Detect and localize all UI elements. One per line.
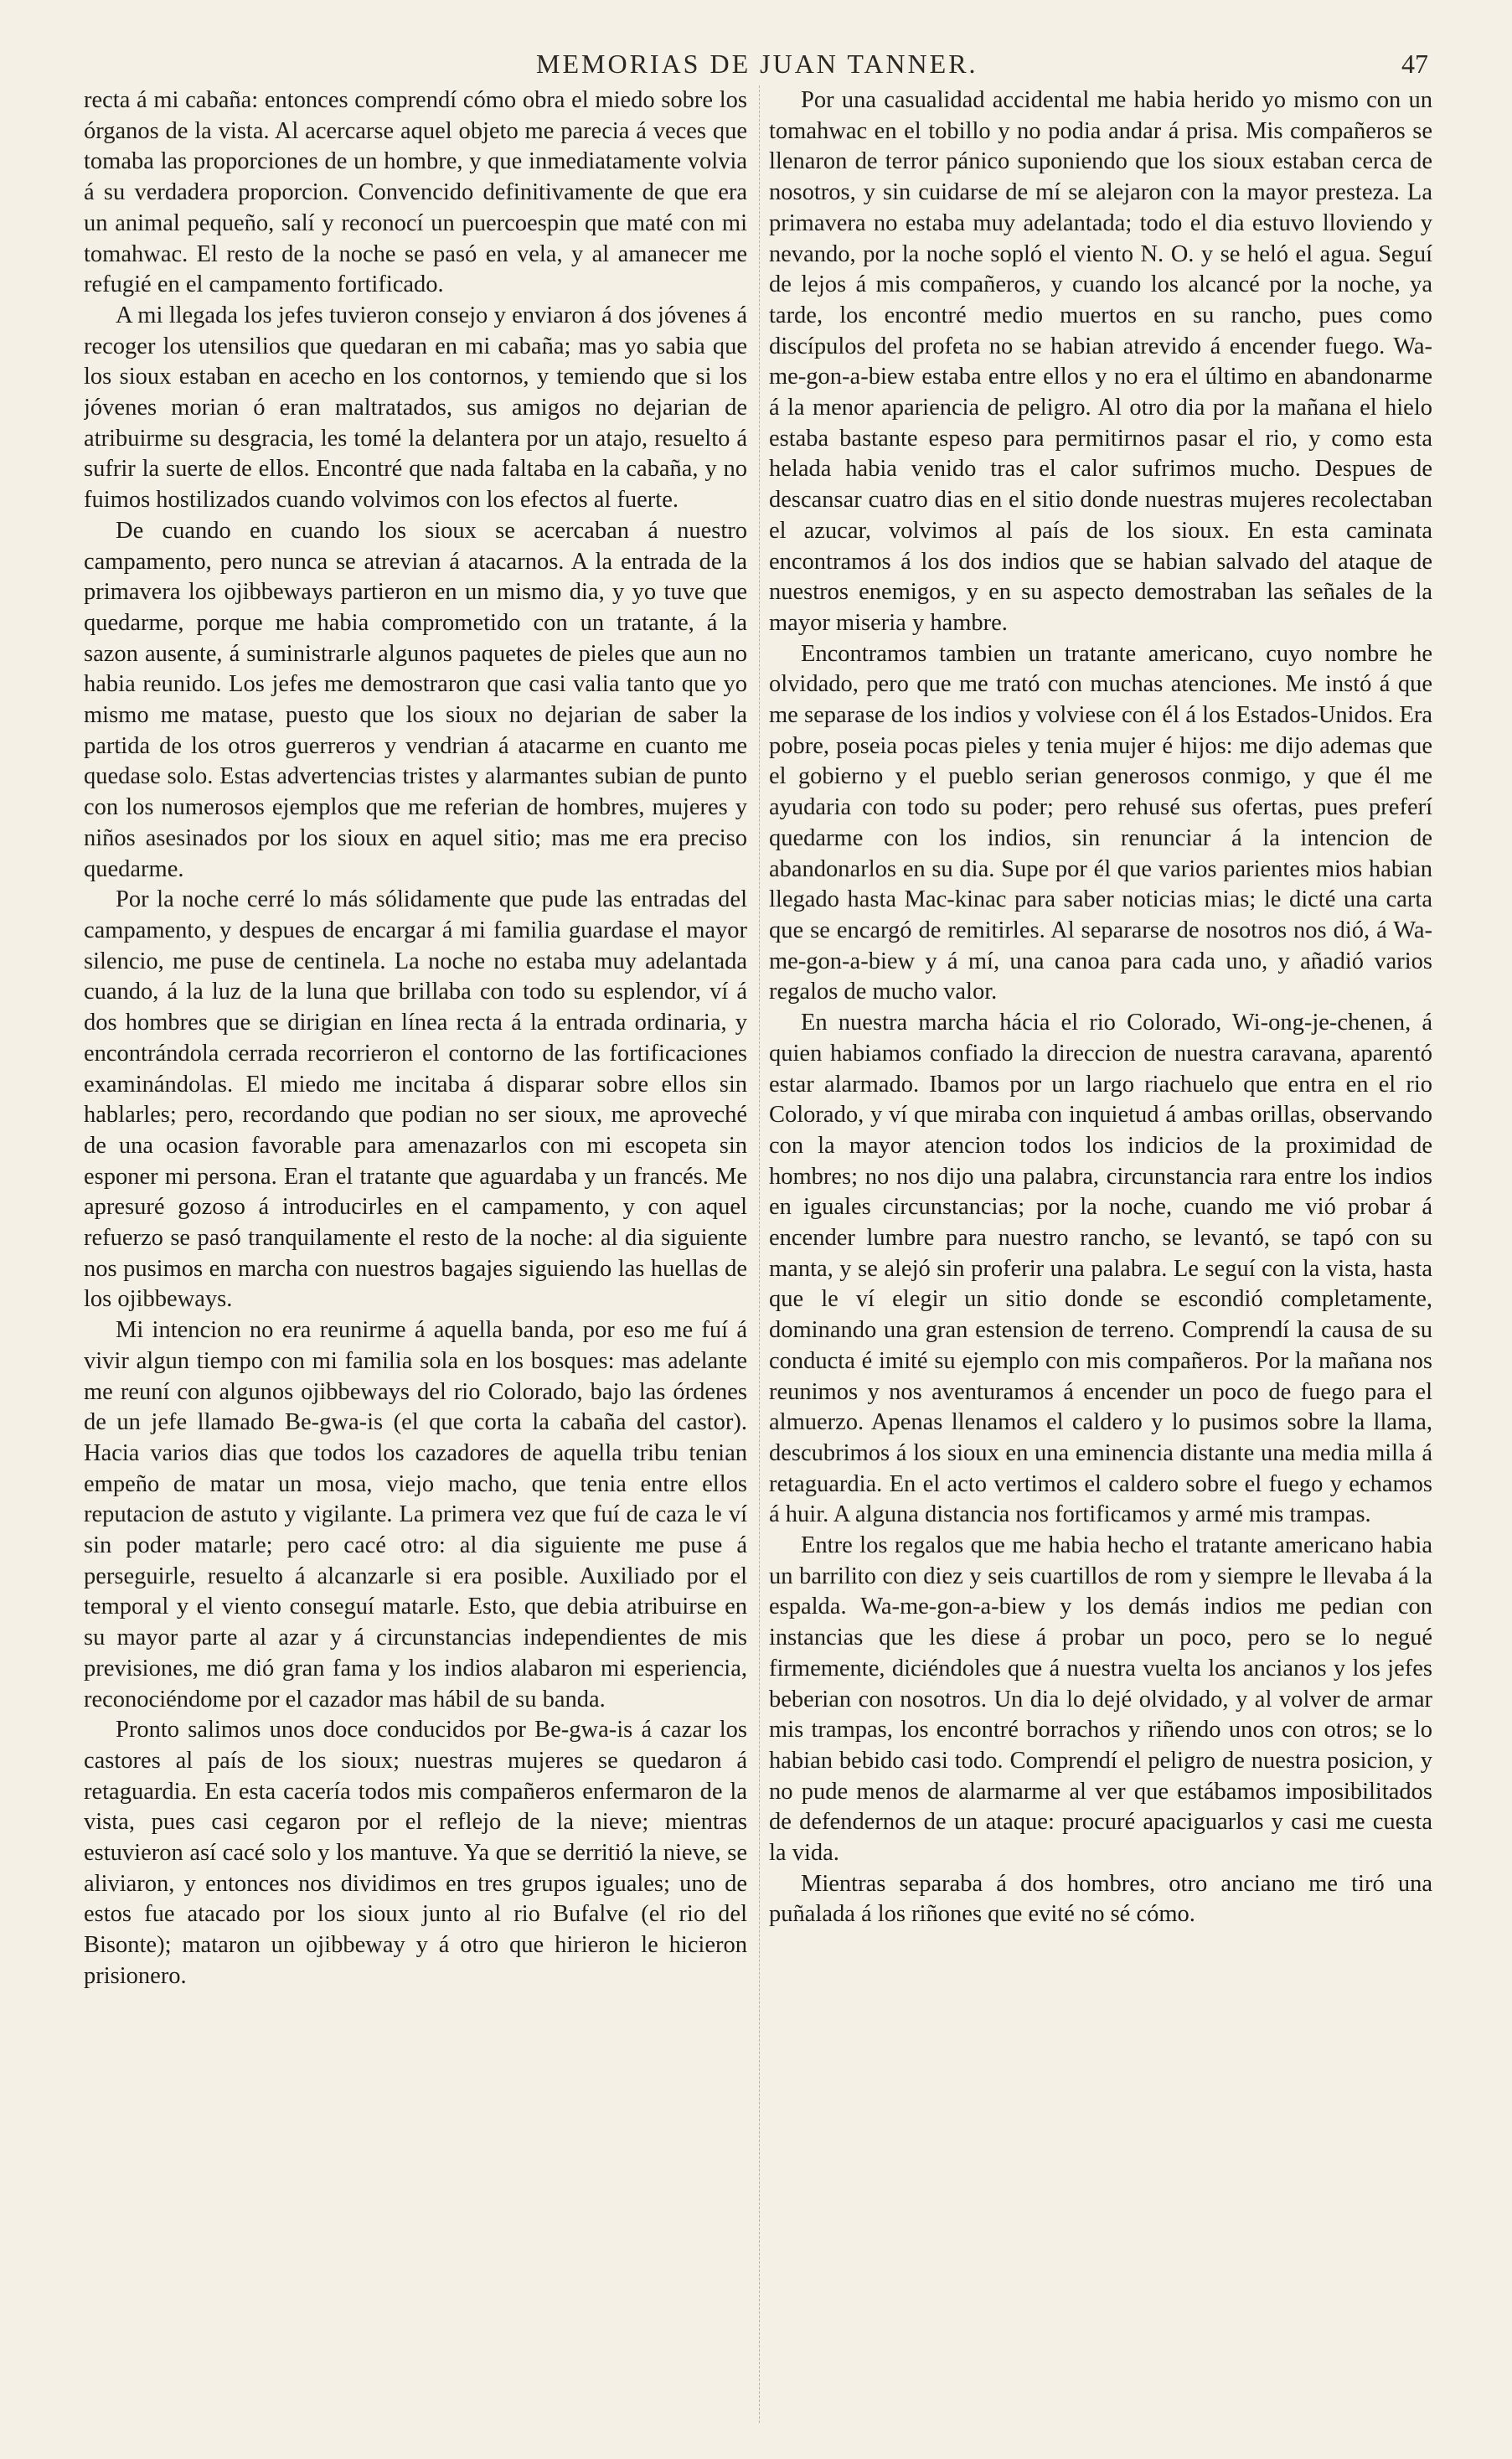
paragraph: Por una casualidad accidental me habia herido yo mismo con un tomahwac en el tobillo y no podia andar á prisa. Mis compañeros se llenaron de terror pánico suponiendo que los sioux estaban cerca de nosotros, y sin cuidarse de mí se alejaron con la mayor presteza. La primavera no estaba muy adelantada; todo el dia estuvo lloviendo y nevando, por la noche sopló el viento N. O. y se heló el agua. Seguí de lejos á mis compañeros, y cuando los alcancé por la noche, ya tarde, los encontré medio muertos en su rancho, pues como discípulos del profeta no se habian atrevido á encender fuego. Wa-me-gon-a-biew estaba entre ellos y no era el último en abandonarme á la menor apariencia de peligro. Al otro dia por la mañana el hielo estaba bastante espeso para permitirnos pasar el rio, y como esta helada habia venido tras el calor sufrimos mucho. Despues de descansar cuatro dias en el sitio donde nuestras mujeres recolectaban el azucar, volvimos al país de los sioux. En esta caminata encontramos á los dos indios que se habian salvado del ataque de nuestros enemigos, y en su aspecto demostraban las señales de la mayor miseria y hambre.: [769, 87, 1432, 636]
paragraph: A mi llegada los jefes tuvieron consejo y enviaron á dos jóvenes á recoger los utensilios que quedaran en mi cabaña; mas yo sabia que los sioux estaban en acecho en los contornos, y temiendo que si los jóvenes morian ó eran maltratados, sus amigos no dejarian de atribuirme su desgracia, les tomé la delantera por un atajo, resuelto á sufrir la suerte de ellos. Encontré que nada faltaba en la cabaña, y no fuimos hostilizados cuando volvimos con los efectos al fuerte.: [84, 302, 747, 514]
running-title: MEMORIAS DE JUAN TANNER.: [536, 49, 978, 79]
paragraph: Entre los regalos que me habia hecho el tratante americano habia un barrilito con diez y seis cuartillos de rom y siempre le llevaba á la espalda. Wa-me-gon-a-biew y los demás indios me pedian con instancias que les diese á probar un poco, pero se lo negué firmemente, diciéndoles que á nuestra vuelta los ancianos y los jefes beberian con nosotros. Un dia lo dejé olvidado, y al volver de armar mis trampas, los encontré borrachos y riñendo unos con otros; se lo habian bebido casi todo. Comprendí el peligro de nuestra posicion, y no pude menos de alarmarme al ver que estábamos imposibilitados de defendernos de un ataque: procuré apaciguarlos y casi me cuesta la vida.: [769, 1532, 1432, 1867]
paragraph: Mi intencion no era reunirme á aquella banda, por eso me fuí á vivir algun tiempo con mi familia sola en los bosques: mas adelante me reuní con algunos ojibbeways del rio Colorado, bajo las órdenes de un jefe llamado Be-gwa-is (el que corta la cabaña del castor). Hacia varios dias que todos los cazadores de aquella tribu tenian empeño de matar un mosa, viejo macho, que tenia entre ellos reputacion de astuto y vigilante. La primera vez que fuí de caza le ví sin poder matarle; pero cacé otro: al dia siguiente me puse á perseguirle, resuelto á alcanzarle si era posible. Auxiliado por el temporal y el viento conseguí matarle. Esto, que debia atribuirse en su mayor parte al azar y á circunstancias independientes de mis previsiones, me dió gran fama y los indios alabaron mi esperiencia, reconociéndome por el cazador mas hábil de su banda.: [84, 1317, 747, 1713]
page-number: 47: [1401, 49, 1428, 79]
paragraph: Mientras separaba á dos hombres, otro anciano me tiró una puñalada á los riñones que evité no sé cómo.: [769, 1870, 1432, 1928]
page-header: [0, 49, 1512, 82]
paragraph: Encontramos tambien un tratante americano, cuyo nombre he olvidado, pero que me trató con muchas atenciones. Me instó á que me separase de los indios y volviese con él á los Estados-Unidos. Era pobre, poseia pocas pieles y tenia mujer é hijos: me dijo ademas que el gobierno y el pueblo serian generosos conmigo, y que él me ayudaria con todo su poder; pero rehusé sus ofertas, pues preferí quedarme con los indios, sin renunciar á la intencion de abandonarlos en su dia. Supe por él que varios parientes mios habian llegado hasta Mac-kinac para saber noticias mias; le dicté una carta que se encargó de remitirles. Al separarse de nosotros nos dió, á Wa-me-gon-a-biew y á mí, una canoa para cada uno, y añadió varios regalos de mucho valor.: [769, 640, 1432, 1005]
column-divider: [759, 85, 761, 2423]
paragraph: Por la noche cerré lo más sólidamente que pude las entradas del campamento, y despues de encargar á mi familia guardase el mayor silencio, me puse de centinela. La noche no estaba muy adelantada cuando, á la luz de la luna que brillaba con todo su esplendor, ví á dos hombres que se dirigian en línea recta á la entrada ordinaria, y encontrándola cerrada recorrieron el contorno de las fortificaciones examinándolas. El miedo me incitaba á disparar sobre ellos sin hablarles; pero, recordando que podian no ser sioux, me aproveché de una ocasion favorable para amenazarlos con mi escopeta sin esponer mi persona. Eran el tratante que aguardaba y un francés. Me apresuré gozoso á introducirles en el campamento, y con aquel refuerzo se pasó tranquilamente el resto de la noche: al dia siguiente nos pusimos en marcha con nuestros bagajes siguiendo las huellas de los ojibbeways.: [84, 886, 747, 1313]
left-column: [84, 85, 747, 2431]
paragraph: De cuando en cuando los sioux se acercaban á nuestro campamento, pero nunca se atrevian á atacarnos. A la entrada de la primavera los ojibbeways partieron en un mismo dia, y yo tuve que quedarme, porque me habia comprometido con un tratante, á la sazon ausente, á suministrarle algunos paquetes de pieles que aun no habia reunido. Los jefes me demostraron que casi valia tanto que yo mismo me matase, puesto que los sioux no dejarian de saber la partida de los otros guerreros y vendrian á atacarme en cuanto me quedase solo. Estas advertencias tristes y alarmantes subian de punto con los numerosos ejemplos que me referian de hombres, mujeres y niños asesinados por los sioux en aquel sitio; mas me era preciso quedarme.: [84, 517, 747, 882]
paragraph: recta á mi cabaña: entonces comprendí cómo obra el miedo sobre los órganos de la vista. Al acercarse aquel objeto me parecia á veces que tomaba las proporciones de un hombre, y que inmediatamente volvia á su verdadera proporcion. Convencido definitivamente de que era un animal pequeño, salí y reconocí un puercoespin que maté con mi tomahwac. El resto de la noche se pasó en vela, y al amanecer me refugié en el campamento fortificado.: [84, 87, 747, 298]
paragraph: En nuestra marcha hácia el rio Colorado, Wi-ong-je-chenen, á quien habiamos confiado la direccion de nuestra caravana, aparentó estar alarmado. Ibamos por un largo riachuelo que entra en el rio Colorado, y ví que miraba con inquietud á ambas orillas, observando con la mayor atencion todos los indicios de la proximidad de hombres; no nos dijo una palabra, circunstancia rara entre los indios en iguales circunstancias; por la noche, cuando me vió probar á encender lumbre para nuestro rancho, se levantó, se tapó con su manta, y se alejó sin proferir una palabra. Le seguí con la vista, hasta que le ví elegir un sitio donde se escondió completamente, dominando una gran estension de terreno. Comprendí la causa de su conducta é imité su ejemplo con mis compañeros. Por la mañana nos reunimos y nos aventuramos á encender un poco de fuego para el almuerzo. Apenas llenamos el caldero y lo pusimos sobre la llama, descubrimos á los sioux en una eminencia distante una media milla á retaguardia. En el acto vertimos el caldero sobre el fuego y echamos á huir. A alguna distancia nos fortificamos y armé mis trampas.: [769, 1010, 1432, 1528]
paragraph: Pronto salimos unos doce conducidos por Be-gwa-is á cazar los castores al país de los sioux; nuestras mujeres se quedaron á retaguardia. En esta cacería todos mis compañeros enfermaron de la vista, pues casi cegaron por el reflejo de la nieve; mientras estuvieron así cacé solo y los mantuve. Ya que se derritió la nieve, se aliviaron, y entonces nos dividimos en tres grupos iguales; uno de estos fue atacado por los sioux junto al rio Bufalve (el rio del Bisonte); mataron un ojibbeway y á otro que hirieron le hicieron prisionero.: [84, 1717, 747, 1989]
right-column: [769, 85, 1432, 2431]
